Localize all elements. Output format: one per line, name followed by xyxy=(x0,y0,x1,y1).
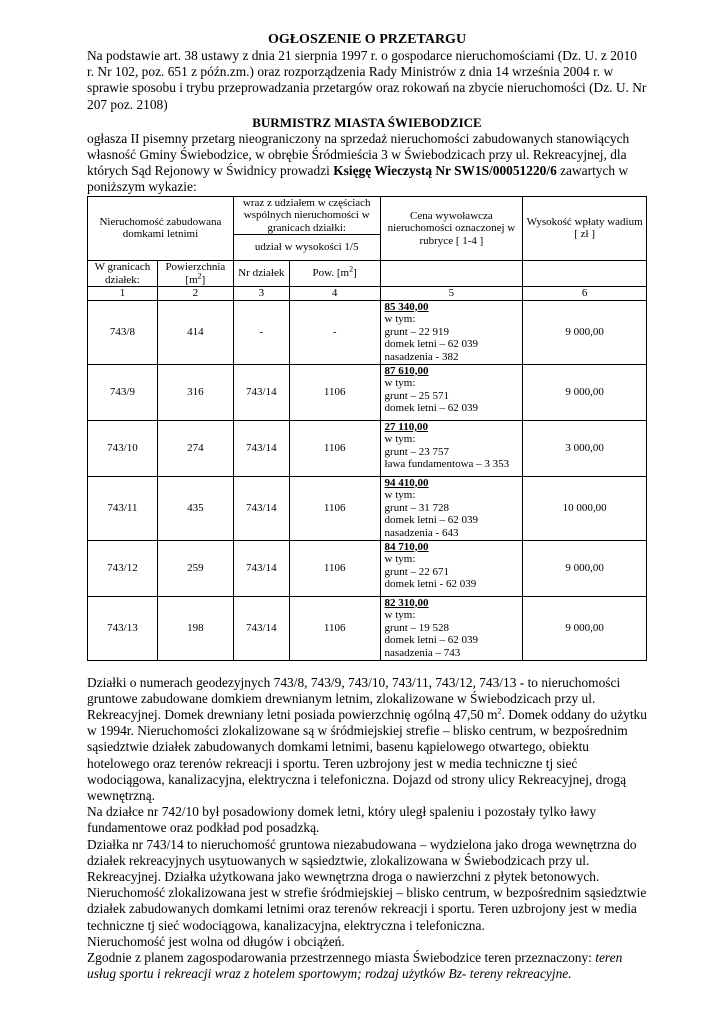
cell-area: 198 xyxy=(157,596,233,660)
price-breakdown-line: w tym: xyxy=(384,313,416,326)
header-price: Cena wywoławcza nieruchomości oznaczonej w rubryce [ 1-4 ] xyxy=(380,196,523,261)
header-share-sub: udział w wysokości 1/5 xyxy=(233,235,380,261)
price-breakdown-line: grunt – 23 757 xyxy=(384,445,450,458)
price-total: 27 110,00 xyxy=(384,420,428,433)
cell-price xyxy=(380,364,523,420)
cell-deposit: 9 000,00 xyxy=(523,300,647,364)
price-breakdown-line: w tym: xyxy=(384,553,416,566)
cell-price xyxy=(380,596,523,660)
cell-area: 259 xyxy=(157,540,233,596)
cell-shared-area: 1106 xyxy=(289,364,380,420)
cell-shared-plot: - xyxy=(233,300,289,364)
header-area: Powierzchnia $[m^2]$ xyxy=(157,261,233,287)
cell-deposit: 9 000,00 xyxy=(523,540,647,596)
paragraph-encumbrances: Nieruchomość jest wolna od długów i obciążeń. xyxy=(87,933,345,949)
price-total: 87 610,00 xyxy=(384,364,429,377)
cell-shared-area: 1106 xyxy=(289,540,380,596)
price-breakdown-line: ława fundamentowa – 3 353 xyxy=(384,458,510,471)
table-row xyxy=(88,420,647,476)
land-register-number: Księgę Wieczystą Nr SW1S/00051220/6 xyxy=(333,163,557,179)
cell-price xyxy=(380,540,523,596)
price-breakdown-line: w tym: xyxy=(384,377,416,390)
paragraph-plots: Działki o numerach geodezyjnych 743/8, 743/9, 743/10, 743/11, 743/12, 743/13 - to nieruchomości gruntowe zabudowane domkiem drewnianym letnim, zlokalizowane w Świebodzicach przy ul. Rekreacyjnej. Domek drewniany letni posiada powierzchnię ogólną 47,50 $m^2$. Domek oddany do użytku w 1994r. Nieruchomości zlokalizowane są w śródmiejskiej strefie – blisko centrum, w bezpośrednim sąsiedztwie działek zabudowanych domkami letnimi, basenu kąpielowego otwartego, obiektu hotelowego oraz terenów rekreacji i sportu. Teren uzbrojony jest w media techniczne tj sieć wodociągowa, kanalizacyjna, elektryczna i telefoniczna. Dojazd od strony ulicy Rekreacyjnej, drogą wewnętrzną. xyxy=(87,674,647,804)
cell-plot-number: 743/10 xyxy=(88,420,158,476)
cell-shared-area: 1106 xyxy=(289,420,380,476)
price-breakdown-line: nasadzenia - 382 xyxy=(384,350,459,363)
price-breakdown-line: grunt – 22 919 xyxy=(384,325,450,338)
paragraph-location: Nieruchomość zlokalizowana jest w strefie śródmiejskiej – blisko centrum, w bezpośrednim sąsiedztwie działek zabudowanych domkami letnimi oraz terenów rekreacji i sportu. Teren uzbrojony jest w media techniczne tj sieć wodociągowa, kanalizacyjna, elektryczna i telefoniczna. xyxy=(87,885,647,933)
cell-deposit: 9 000,00 xyxy=(523,364,647,420)
table-row xyxy=(88,540,647,596)
price-breakdown-line: domek letni – 62 039 xyxy=(384,634,479,647)
cell-plot-number: 743/8 xyxy=(88,300,158,364)
header-pow: Pow. $[m^2]$ xyxy=(289,261,380,287)
header-property: Nieruchomość zabudowana domkami letnimi xyxy=(88,196,234,261)
description xyxy=(87,675,647,983)
cell-shared-plot: 743/14 xyxy=(233,476,289,540)
price-breakdown-line: domek letni – 62 039 xyxy=(384,338,479,351)
price-breakdown-line: w tym: xyxy=(384,433,416,446)
price-breakdown-line: nasadzenia - 643 xyxy=(384,526,459,539)
document-title: OGŁOSZENIE O PRZETARGU xyxy=(267,32,467,47)
header-within: W granicach działek: xyxy=(88,261,158,287)
cell-plot-number: 743/12 xyxy=(88,540,158,596)
table-row xyxy=(88,364,647,420)
cell-plot-number: 743/11 xyxy=(88,476,158,540)
cell-area: 274 xyxy=(157,420,233,476)
price-breakdown-line: grunt – 19 528 xyxy=(384,621,450,634)
cell-shared-plot: 743/14 xyxy=(233,596,289,660)
cell-price xyxy=(380,476,523,540)
header-share: wraz z udziałem w częściach wspólnych nieruchomości w granicach działki: xyxy=(233,196,380,235)
price-breakdown-line: w tym: xyxy=(384,609,416,622)
col-number: 1 xyxy=(88,287,158,301)
cell-shared-plot: 743/14 xyxy=(233,540,289,596)
col-number: 4 xyxy=(289,287,380,301)
price-total: 94 410,00 xyxy=(384,476,429,489)
cell-shared-area: - xyxy=(289,300,380,364)
cell-plot-number: 743/9 xyxy=(88,364,158,420)
authority-heading: BURMISTRZ MIASTA ŚWIEBODZICE xyxy=(252,114,482,130)
cell-area: 316 xyxy=(157,364,233,420)
cell-deposit: 10 000,00 xyxy=(523,476,647,540)
col-number: 2 xyxy=(157,287,233,301)
price-total: 84 710,00 xyxy=(384,540,429,553)
legal-basis-paragraph: Na podstawie art. 38 ustawy z dnia 21 sierpnia 1997 r. o gospodarce nieruchomościami (Dz. U. z 2010 r. Nr 102, poz. 651 z późn.zm.) oraz rozporządzenia Rady Ministrów z dnia 14 września 2004 r. w sprawie sposobu i trybu przeprowadzania przetargów oraz rokowań na zbycie nieruchomości (Dz. U. Nr 207 poz. 2108) xyxy=(87,48,647,112)
price-breakdown-line: nasadzenia – 743 xyxy=(384,646,461,659)
price-breakdown-line: domek letni – 62 039 xyxy=(384,514,479,527)
cell-shared-plot: 743/14 xyxy=(233,420,289,476)
price-breakdown-line: domek letni - 62 039 xyxy=(384,578,477,591)
cell-deposit: 3 000,00 xyxy=(523,420,647,476)
cell-shared-area: 1106 xyxy=(289,476,380,540)
table-row xyxy=(88,300,647,364)
document-page xyxy=(87,32,647,982)
paragraph-zoning: Zgodnie z planem zagospodarowania przestrzennego miasta Świebodzice teren przeznaczony: teren usług sportu i rekreacji wraz z hotelem sportowym; rodzaj użytków Bz- tereny rekreacyjne. xyxy=(87,950,623,982)
price-breakdown-line: grunt – 25 571 xyxy=(384,389,450,402)
cell-shared-area: 1106 xyxy=(289,596,380,660)
cell-area: 435 xyxy=(157,476,233,540)
paragraph-plot-742: Na działce nr 742/10 był posadowiony domek letni, który uległ spaleniu i pozostały tylko ławy fundamentowe oraz podkład pod posadzką. xyxy=(87,804,597,836)
property-table xyxy=(87,196,647,661)
price-breakdown-line: domek letni – 62 039 xyxy=(384,402,479,415)
price-breakdown-line: w tym: xyxy=(384,489,416,502)
announcement-paragraph: ogłasza II pisemny przetarg nieograniczony na sprzedaż nieruchomości zabudowanych stanowiących własność Gminy Świebodzice, w obrębie Śródmieścia 3 w Świebodzicach przy ul. Rekreacyjnej, dla których Sąd Rejonowy w Świdnicy prowadzi Księgę Wieczystą Nr SW1S/00051220/6 zawartych w poniższym wykazie: xyxy=(87,130,630,195)
header-deposit: Wysokość wpłaty wadium [ zł ] xyxy=(523,196,647,261)
paragraph-plot-743-14: Działka nr 743/14 to nieruchomość gruntowa niezabudowana – wydzielona jako droga wewnętrzna do działek rekreacyjnych usytuowanych w sąsiedztwie, zlokalizowana w Świebodzicach przy ul. Rekreacyjnej. Działka użytkowana jako wewnętrzna droga o nawierzchni z płytek betonowych. xyxy=(87,836,637,885)
cell-area: 414 xyxy=(157,300,233,364)
cell-shared-plot: 743/14 xyxy=(233,364,289,420)
col-number: 3 xyxy=(233,287,289,301)
cell-price xyxy=(380,300,523,364)
price-total: 85 340,00 xyxy=(384,300,429,313)
price-breakdown-line: grunt – 22 671 xyxy=(384,565,450,578)
price-breakdown-line: grunt – 31 728 xyxy=(384,501,450,514)
cell-price xyxy=(380,420,523,476)
table-row xyxy=(88,476,647,540)
price-total: 82 310,00 xyxy=(384,596,429,609)
cell-plot-number: 743/13 xyxy=(88,596,158,660)
header-plot: Nr działek xyxy=(233,261,289,287)
cell-deposit: 9 000,00 xyxy=(523,596,647,660)
col-number: 6 xyxy=(523,287,647,301)
col-number: 5 xyxy=(380,287,523,301)
table-row xyxy=(88,596,647,660)
